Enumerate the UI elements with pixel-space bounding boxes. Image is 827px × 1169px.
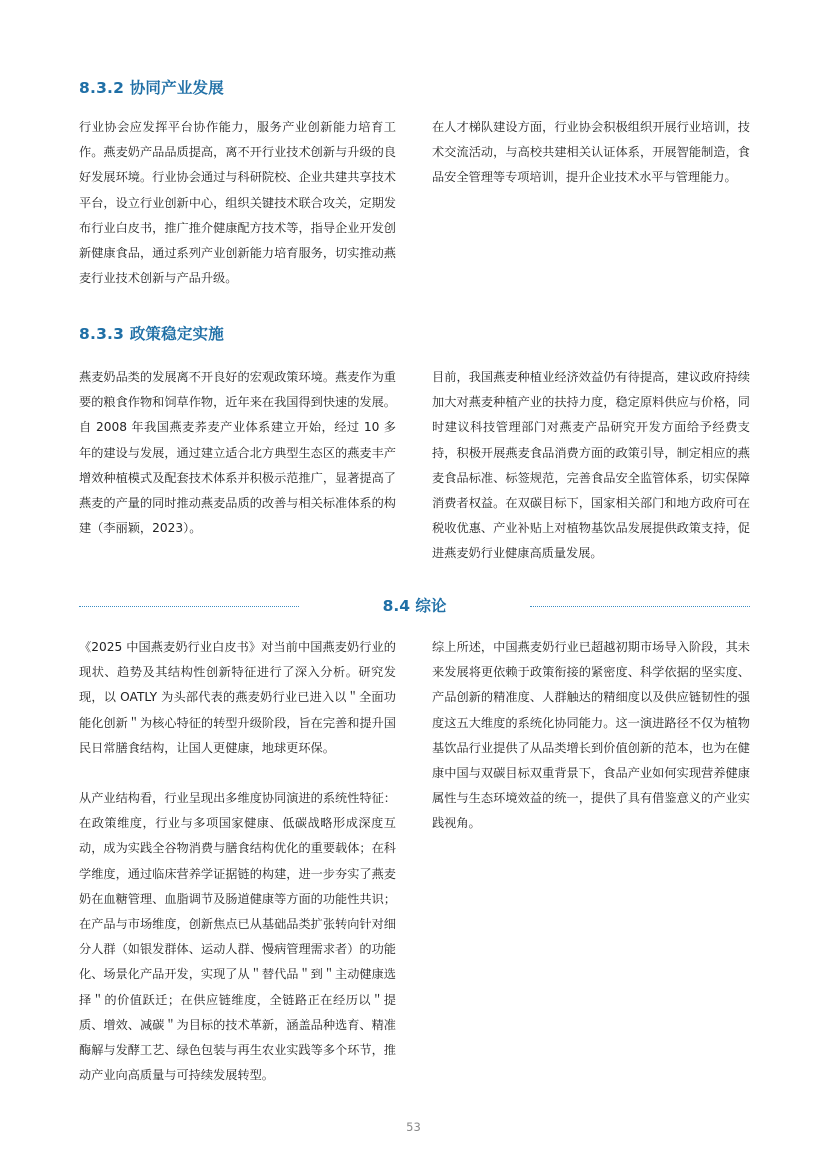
section-8-4-right-column	[432, 635, 750, 837]
section-heading-8-4: 8.4 综论	[382, 597, 447, 615]
section-8-3-3-right-column	[432, 365, 750, 567]
paragraph: 《2025 中国燕麦奶行业白皮书》对当前中国燕麦奶行业的现状、趋势及其结构性创新特征进行了深入分析。研究发现，以 OATLY 为头部代表的燕麦奶行业已进入以＂全面功能化创新＂为核心特征的转型升级阶段，旨在完善和提升国民日常膳食结构，让国人更健康，地球更环保。	[79, 640, 396, 755]
dotted-rule-right	[530, 606, 750, 607]
section-heading-8-3-2: 8.3.2 协同产业发展	[79, 79, 224, 97]
section-8-3-3-left-column	[79, 365, 396, 541]
section-8-3-2-left-column	[79, 115, 396, 291]
paragraph: 行业协会应发挥平台协作能力，服务产业创新能力培育工作。燕麦奶产品品质提高，离不开行业技术创新与升级的良好发展环境。行业协会通过与科研院校、企业共建共享技术平台，设立行业创新中心，组织关键技术联合攻关，定期发布行业白皮书，推广推介健康配方技术等，指导企业开发创新健康食品，通过系列产业创新能力培育服务，切实推动燕麦行业技术创新与产品升级。	[79, 120, 396, 286]
paragraph: 从产业结构看，行业呈现出多维度协同演进的系统性特征：在政策维度，行业与多项国家健康、低碳战略形成深度互动，成为实践全谷物消费与膳食结构优化的重要载体；在科学维度，通过临床营养学证据链的构建，进一步夯实了燕麦奶在血糖管理、血脂调节及肠道健康等方面的功能性共识；在产品与市场维度，创新焦点已从基础品类扩张转向针对细分人群（如银发群体、运动人群、慢病管理需求者）的功能化、场景化产品开发，实现了从＂替代品＂到＂主动健康选择＂的价值跃迁；在供应链维度，全链路正在经历以＂提质、增效、减碳＂为目标的技术革新，涵盖品种选育、精准酶解与发酵工艺、绿色包装与再生农业实践等多个环节，推动产业向高质量与可持续发展转型。	[79, 791, 396, 1083]
paragraph: 在人才梯队建设方面，行业协会积极组织开展行业培训，技术交流活动，与高校共建相关认证体系，开展智能制造，食品安全管理等专项培训，提升企业技术水平与管理能力。	[432, 120, 750, 185]
page-number: 53	[406, 1120, 421, 1134]
section-divider-8-4	[79, 594, 750, 620]
paragraph: 目前，我国燕麦种植业经济效益仍有待提高，建议政府持续加大对燕麦种植产业的扶持力度，稳定原料供应与价格，同时建议科技管理部门对燕麦产品研究开发方面给予经费支持，积极开展燕麦食品消费方面的政策引导，制定相应的燕麦食品标准、标签规范，完善食品安全监管体系，切实保障消费者权益。在双碳目标下，国家相关部门和地方政府可在税收优惠、产业补贴上对植物基饮品发展提供政策支持，促进燕麦奶行业健康高质量发展。	[432, 370, 750, 561]
section-8-4-left-column	[79, 635, 396, 1088]
paragraph: 综上所述，中国燕麦奶行业已超越初期市场导入阶段，其未来发展将更依赖于政策衔接的紧密度、科学依据的坚实度、产品创新的精准度、人群触达的精细度以及供应链韧性的强度这五大维度的系统化协同能力。这一演进路径不仅为植物基饮品行业提供了从品类增长到价值创新的范本，也为在健康中国与双碳目标双重背景下，食品产业如何实现营养健康属性与生态环境效益的统一，提供了具有借鉴意义的产业实践视角。	[432, 640, 750, 831]
section-8-3-2-right-column	[432, 115, 750, 191]
paragraph: 燕麦奶品类的发展离不开良好的宏观政策环境。燕麦作为重要的粮食作物和饲草作物，近年来在我国得到快速的发展。自 2008 年我国燕麦荞麦产业体系建立开始，经过 10 多年的建设与发展，通过建立适合北方典型生态区的燕麦丰产增效种植模式及配套技术体系并积极示范推广，显著提高了燕麦的产量的同时推动燕麦品质的改善与相关标准体系的构建（李丽颖，2023）。	[79, 370, 396, 536]
section-heading-8-3-3: 8.3.3 政策稳定实施	[79, 325, 224, 343]
